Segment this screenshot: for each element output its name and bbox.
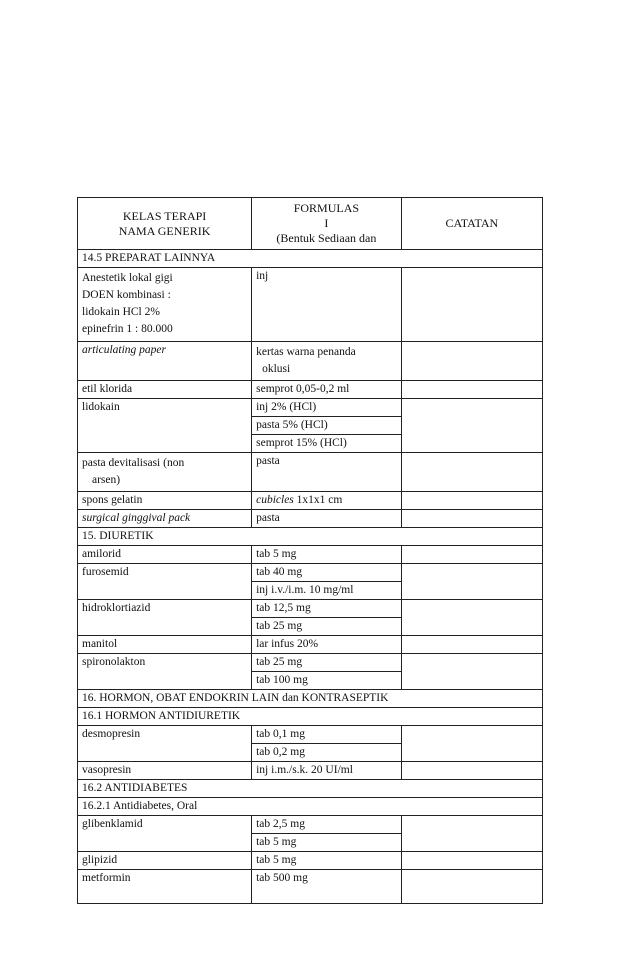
table-row — [78, 600, 543, 618]
note-cell — [401, 510, 542, 528]
section-row-14-5 — [78, 250, 543, 268]
drug-name-cell: glibenklamid — [78, 816, 252, 852]
note-cell — [401, 852, 542, 870]
drug-name-line: arsen) — [92, 474, 121, 486]
form-cell: inj i.m./s.k. 20 UI/ml — [252, 762, 402, 780]
form-cell: tab 5 mg — [252, 546, 402, 564]
table-row — [78, 654, 543, 672]
drug-name-cell: manitol — [78, 636, 252, 654]
note-cell — [401, 762, 542, 780]
section-row-16-2-1 — [78, 798, 543, 816]
note-cell — [401, 546, 542, 564]
header-kelas-terapi — [78, 198, 252, 250]
drug-name-cell: articulating paper — [78, 342, 252, 381]
form-cell — [252, 342, 402, 381]
form-cell: tab 0,1 mg — [252, 726, 402, 744]
drug-name-line: Anestetik lokal gigi — [82, 272, 173, 284]
form-cell: tab 12,5 mg — [252, 600, 402, 618]
form-cell: tab 5 mg — [252, 834, 402, 852]
table-row — [78, 453, 543, 492]
note-cell — [401, 381, 542, 399]
note-cell — [401, 342, 542, 381]
table-row — [78, 381, 543, 399]
drug-name-cell: hidroklortiazid — [78, 600, 252, 636]
drug-name-cell: surgical ginggival pack — [78, 510, 252, 528]
table-row — [78, 564, 543, 582]
table-row — [78, 816, 543, 834]
drug-name-line: pasta devitalisasi (non — [82, 457, 185, 469]
drug-name-cell: etil klorida — [78, 381, 252, 399]
form-cell: tab 40 mg — [252, 564, 402, 582]
section-title: 14.5 PREPARAT LAINNYA — [78, 250, 543, 268]
section-title: 16.2.1 Antidiabetes, Oral — [78, 798, 543, 816]
section-row-16 — [78, 690, 543, 708]
form-cell: tab 2,5 mg — [252, 816, 402, 834]
drug-name-cell — [78, 268, 252, 342]
note-cell — [401, 600, 542, 636]
table-row — [78, 492, 543, 510]
section-title: 15. DIURETIK — [78, 528, 543, 546]
section-row-16-2 — [78, 780, 543, 798]
note-cell — [401, 816, 542, 852]
note-cell — [401, 268, 542, 342]
note-cell — [401, 726, 542, 762]
drug-name-cell: vasopresin — [78, 762, 252, 780]
table-row — [78, 399, 543, 417]
note-cell — [401, 654, 542, 690]
form-cell: semprot 15% (HCl) — [252, 435, 402, 453]
drug-name-cell: glipizid — [78, 852, 252, 870]
note-cell — [401, 399, 542, 453]
form-line: kertas warna penanda — [256, 346, 356, 358]
note-cell — [401, 492, 542, 510]
header-formulasi-line2: I — [324, 216, 329, 230]
drug-name-cell: lidokain — [78, 399, 252, 453]
note-cell — [401, 636, 542, 654]
header-kelas-terapi-line1: KELAS TERAPI — [122, 208, 207, 223]
table-row — [78, 510, 543, 528]
table-row — [78, 762, 543, 780]
table-row — [78, 268, 543, 342]
form-cell: semprot 0,05-0,2 ml — [252, 381, 402, 399]
form-cell: tab 5 mg — [252, 852, 402, 870]
form-italic: cubicles — [256, 494, 294, 506]
drug-name-cell: spironolakton — [78, 654, 252, 690]
formulary-table — [77, 197, 543, 904]
form-cell: inj i.v./i.m. 10 mg/ml — [252, 582, 402, 600]
form-cell: tab 0,2 mg — [252, 744, 402, 762]
section-row-15 — [78, 528, 543, 546]
form-cell: lar infus 20% — [252, 636, 402, 654]
section-title: 16.1 HORMON ANTIDIURETIK — [78, 708, 543, 726]
table-row — [78, 870, 543, 904]
header-catatan: CATATAN — [401, 198, 542, 250]
form-cell: tab 25 mg — [252, 654, 402, 672]
drug-name-cell: furosemid — [78, 564, 252, 600]
note-cell — [401, 564, 542, 600]
table-row — [78, 636, 543, 654]
form-cell: tab 25 mg — [252, 618, 402, 636]
header-row — [78, 198, 543, 250]
form-cell: pasta — [252, 510, 402, 528]
form-rest: 1x1x1 cm — [293, 494, 343, 506]
form-cell: pasta — [252, 453, 402, 492]
table-row — [78, 852, 543, 870]
form-line: oklusi — [262, 363, 291, 375]
section-title: 16. HORMON, OBAT ENDOKRIN LAIN dan KONTRASEPTIK — [78, 690, 543, 708]
header-formulasi-line1: FORMULAS — [293, 201, 360, 215]
section-title: 16.2 ANTIDIABETES — [78, 780, 543, 798]
form-cell: tab 100 mg — [252, 672, 402, 690]
form-cell: tab 500 mg — [252, 870, 402, 904]
drug-name-cell — [78, 453, 252, 492]
note-cell — [401, 870, 542, 904]
drug-name-line: lidokain HCl 2% — [82, 306, 160, 318]
table-row — [78, 546, 543, 564]
form-cell: pasta 5% (HCl) — [252, 417, 402, 435]
header-nama-generik: NAMA GENERIK — [118, 223, 211, 238]
form-cell — [252, 492, 402, 510]
table-row — [78, 726, 543, 744]
drug-name-line: DOEN kombinasi : — [82, 289, 171, 301]
drug-name-cell: amilorid — [78, 546, 252, 564]
drug-name-cell: spons gelatin — [78, 492, 252, 510]
header-formulasi — [252, 198, 402, 250]
drug-name-line: epinefrin 1 : 80.000 — [82, 323, 173, 335]
form-cell: inj — [252, 268, 402, 342]
section-row-16-1 — [78, 708, 543, 726]
header-formulasi-line3: (Bentuk Sediaan dan — [276, 231, 377, 245]
note-cell — [401, 453, 542, 492]
table-row — [78, 342, 543, 381]
drug-name-cell: desmopresin — [78, 726, 252, 762]
form-cell: inj 2% (HCl) — [252, 399, 402, 417]
drug-name-cell: metformin — [78, 870, 252, 904]
